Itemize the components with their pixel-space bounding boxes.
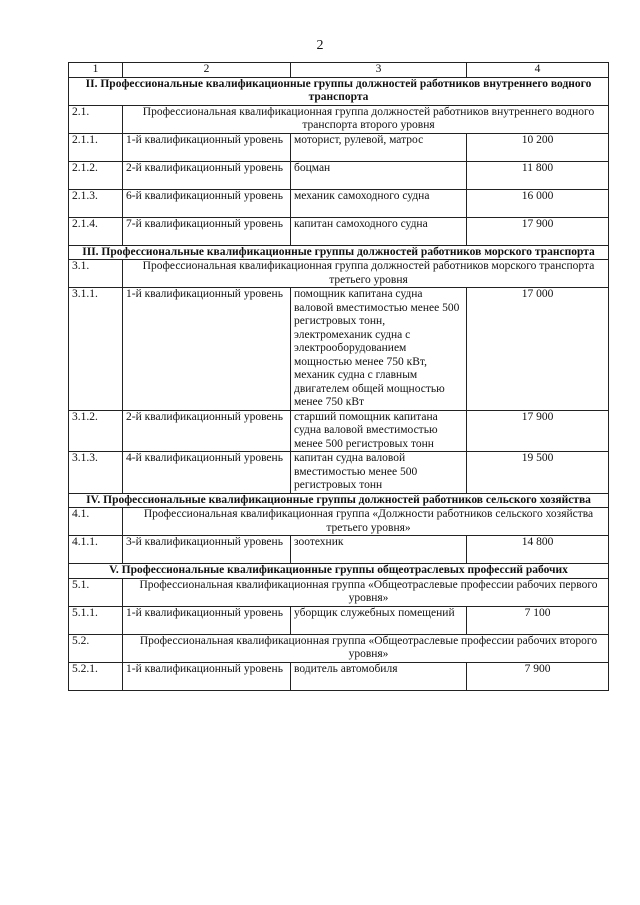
group-row — [69, 508, 609, 536]
level-number: 5.2.1. — [69, 662, 123, 690]
position-names: механик самоходного судна — [291, 189, 467, 217]
qualification-level: 1-й квалификационный уровень — [123, 662, 291, 690]
position-names: зоотехник — [291, 536, 467, 564]
table-row — [69, 133, 609, 161]
group-number: 5.1. — [69, 578, 123, 606]
salary-table-body — [69, 63, 609, 691]
salary-value: 19 500 — [467, 452, 609, 494]
level-number: 2.1.1. — [69, 133, 123, 161]
table-row — [69, 536, 609, 564]
position-names: старший помощник капитана судна валовой вместимостью менее 500 регистровых тонн — [291, 410, 467, 452]
table-row — [69, 452, 609, 494]
group-row — [69, 105, 609, 133]
group-row — [69, 260, 609, 288]
group-number: 5.2. — [69, 634, 123, 662]
table-row — [69, 288, 609, 411]
position-names: уборщик служебных помещений — [291, 606, 467, 634]
column-number-row — [69, 63, 609, 78]
position-names: водитель автомобиля — [291, 662, 467, 690]
column-number: 1 — [69, 63, 123, 78]
salary-value: 17 000 — [467, 288, 609, 411]
qualification-level: 2-й квалификационный уровень — [123, 161, 291, 189]
table-row — [69, 189, 609, 217]
section-heading-row — [69, 245, 609, 260]
table-row — [69, 161, 609, 189]
salary-value: 7 900 — [467, 662, 609, 690]
salary-value: 7 100 — [467, 606, 609, 634]
level-number: 2.1.2. — [69, 161, 123, 189]
qualification-level: 1-й квалификационный уровень — [123, 133, 291, 161]
qualification-level: 6-й квалификационный уровень — [123, 189, 291, 217]
section-heading-row — [69, 77, 609, 105]
group-title: Профессиональная квалификационная группа должностей работников морского транспорта третьего уровня — [123, 260, 609, 288]
group-row — [69, 634, 609, 662]
section-heading: IV. Профессиональные квалификационные группы должностей работников сельского хозяйства — [69, 493, 609, 508]
position-names: помощник капитана судна валовой вместимостью менее 500 регистровых тонн, электромеханик судна с электрооборудованием мощностью менее 750 кВт, механик судна с главным двигателем общей мощностью менее 750 кВт — [291, 288, 467, 411]
position-names: моторист, рулевой, матрос — [291, 133, 467, 161]
level-number: 2.1.3. — [69, 189, 123, 217]
level-number: 3.1.2. — [69, 410, 123, 452]
qualification-level: 1-й квалификационный уровень — [123, 606, 291, 634]
section-heading: V. Профессиональные квалификационные группы общеотраслевых профессий рабочих — [69, 564, 609, 579]
section-heading: II. Профессиональные квалификационные группы должностей работников внутреннего водного транспорта — [69, 77, 609, 105]
group-number: 2.1. — [69, 105, 123, 133]
qualification-level: 2-й квалификационный уровень — [123, 410, 291, 452]
group-title: Профессиональная квалификационная группа «Должности работников сельского хозяйства третьего уровня» — [123, 508, 609, 536]
group-title: Профессиональная квалификационная группа «Общеотраслевые профессии рабочих второго уровня» — [123, 634, 609, 662]
table-row — [69, 606, 609, 634]
level-number: 3.1.1. — [69, 288, 123, 411]
group-title: Профессиональная квалификационная группа должностей работников внутреннего водного транспорта второго уровня — [123, 105, 609, 133]
salary-value: 14 800 — [467, 536, 609, 564]
level-number: 5.1.1. — [69, 606, 123, 634]
salary-value: 17 900 — [467, 217, 609, 245]
table-row — [69, 410, 609, 452]
group-number: 3.1. — [69, 260, 123, 288]
level-number: 3.1.3. — [69, 452, 123, 494]
table-row — [69, 217, 609, 245]
page-number: 2 — [316, 38, 324, 53]
column-number: 4 — [467, 63, 609, 78]
position-names: капитан самоходного судна — [291, 217, 467, 245]
qualification-level: 1-й квалификационный уровень — [123, 288, 291, 411]
position-names: капитан судна валовой вместимостью менее 500 регистровых тонн — [291, 452, 467, 494]
level-number: 2.1.4. — [69, 217, 123, 245]
section-heading-row — [69, 493, 609, 508]
level-number: 4.1.1. — [69, 536, 123, 564]
column-number: 2 — [123, 63, 291, 78]
position-names: боцман — [291, 161, 467, 189]
section-heading: III. Профессиональные квалификационные группы должностей работников морского транспорта — [69, 245, 609, 260]
group-number: 4.1. — [69, 508, 123, 536]
salary-value: 16 000 — [467, 189, 609, 217]
qualification-level: 7-й квалификационный уровень — [123, 217, 291, 245]
salary-value: 11 800 — [467, 161, 609, 189]
salary-value: 17 900 — [467, 410, 609, 452]
column-number: 3 — [291, 63, 467, 78]
group-title: Профессиональная квалификационная группа «Общеотраслевые профессии рабочих первого уровня» — [123, 578, 609, 606]
qualification-level: 3-й квалификационный уровень — [123, 536, 291, 564]
salary-value: 10 200 — [467, 133, 609, 161]
section-heading-row — [69, 564, 609, 579]
qualification-level: 4-й квалификационный уровень — [123, 452, 291, 494]
group-row — [69, 578, 609, 606]
table-row — [69, 662, 609, 690]
salary-table — [68, 62, 609, 691]
